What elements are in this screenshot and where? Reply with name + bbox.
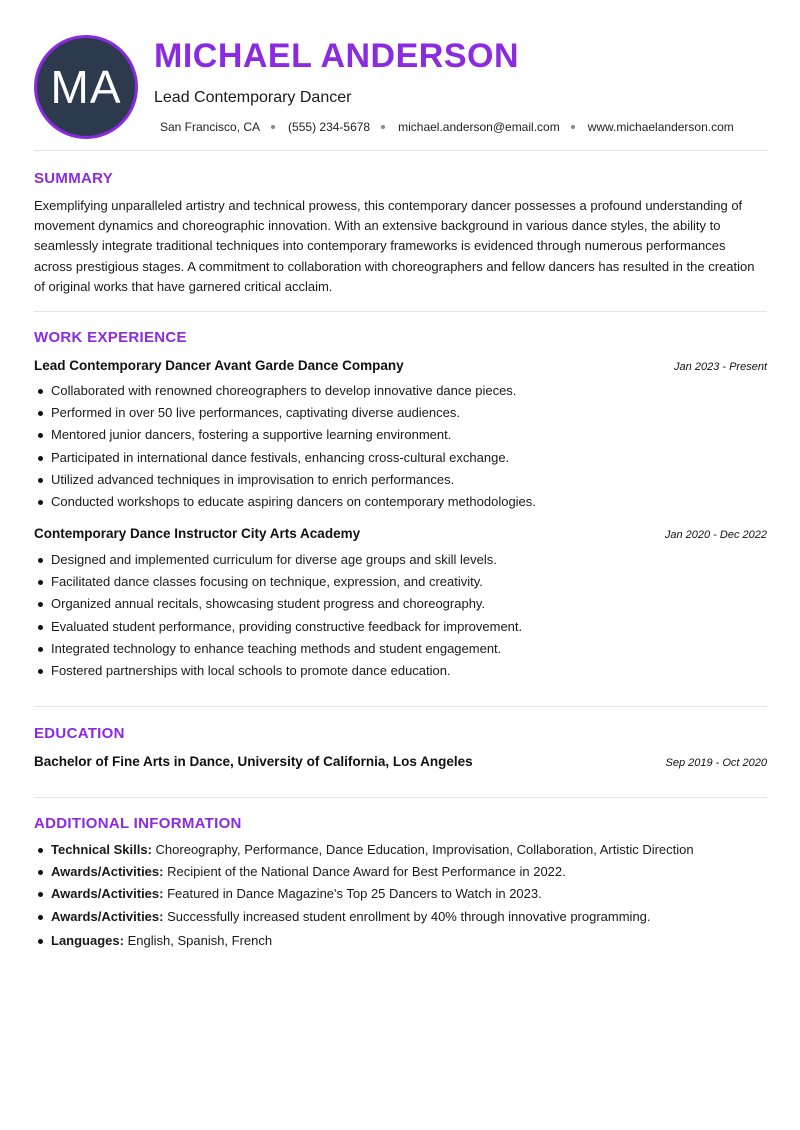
divider <box>34 797 767 798</box>
additional-list <box>34 839 767 952</box>
contact-email[interactable]: michael.anderson@email.com <box>398 120 560 134</box>
separator-dot <box>271 125 275 129</box>
list-item: Evaluated student performance, providing constructive feedback for improvement. <box>51 616 767 638</box>
summary-text: Exemplifying unparalleled artistry and technical prowess, this contemporary dancer possesses a profound understanding of movement dynamics and choreographic innovation. With an extensive background in various dance styles, the ability to seamlessly integrate traditional techniques into contemporary frameworks is evidenced through numerous performances across prestigious stages. A commitment to collaboration with choreographers and fellow dancers has resulted in the creation of original works that have garnered critical acclaim. <box>34 198 755 294</box>
list-item <box>51 861 767 883</box>
item-label: Awards/Activities: <box>51 864 164 880</box>
avatar <box>34 35 138 139</box>
candidate-role: Lead Contemporary Dancer <box>154 89 352 106</box>
education-degree: Bachelor of Fine Arts in Dance, University of California, Los Angeles <box>34 754 473 769</box>
section-title-additional: ADDITIONAL INFORMATION <box>34 815 242 832</box>
item-label: Awards/Activities: <box>51 908 164 924</box>
list-item: Facilitated dance classes focusing on technique, expression, and creativity. <box>51 571 767 593</box>
item-label: Technical Skills: <box>51 842 152 857</box>
contact-location: San Francisco, CA <box>160 120 261 134</box>
section-title-summary: SUMMARY <box>34 170 114 187</box>
education-entry <box>34 754 767 769</box>
item-text: Recipient of the National Dance Award for Best Performance in 2022. <box>167 864 566 880</box>
divider <box>34 706 767 707</box>
list-item: Designed and implemented curriculum for diverse age groups and skill levels. <box>51 549 767 571</box>
item-text: Choreography, Performance, Dance Education, Improvisation, Collaboration, Artistic Direction <box>155 842 694 857</box>
list-item: Utilized advanced techniques in improvisation to enrich performances. <box>51 469 767 491</box>
section-title-education: EDUCATION <box>34 725 125 742</box>
item-text: English, Spanish, French <box>127 932 273 948</box>
education-date: Sep 2019 - Oct 2020 <box>665 757 767 769</box>
item-text: Successfully increased student enrollment by 40% through innovative programming. <box>167 908 651 924</box>
contact-bar <box>160 120 734 134</box>
divider <box>34 150 767 151</box>
contact-phone: (555) 234-5678 <box>288 120 371 134</box>
separator-dot <box>571 125 575 129</box>
item-label: Languages: <box>51 932 124 948</box>
job-title: Lead Contemporary Dancer Avant Garde Dance Company <box>34 358 404 373</box>
job-date: Jan 2023 - Present <box>674 361 767 373</box>
list-item: Organized annual recitals, showcasing student progress and choreography. <box>51 593 767 615</box>
job-date: Jan 2020 - Dec 2022 <box>664 529 767 541</box>
contact-website[interactable]: www.michaelanderson.com <box>587 120 734 134</box>
list-item <box>51 930 767 952</box>
list-item <box>51 839 767 861</box>
list-item: Collaborated with renowned choreographers to develop innovative dance pieces. <box>51 380 767 402</box>
list-item: Conducted workshops to educate aspiring dancers on contemporary methodologies. <box>51 491 767 513</box>
section-title-experience: WORK EXPERIENCE <box>34 329 187 346</box>
list-item <box>51 906 767 928</box>
separator-dot <box>381 125 385 129</box>
list-item: Participated in international dance festivals, enhancing cross-cultural exchange. <box>51 447 767 469</box>
job-bullets <box>34 380 767 513</box>
job-bullets <box>34 549 767 682</box>
item-label: Awards/Activities: <box>51 886 164 902</box>
list-item: Mentored junior dancers, fostering a supportive learning environment. <box>51 424 767 446</box>
list-item: Integrated technology to enhance teaching methods and student engagement. <box>51 638 767 660</box>
job-header <box>34 526 767 541</box>
item-text: Featured in Dance Magazine's Top 25 Dancers to Watch in 2023. <box>167 886 542 902</box>
job-title: Contemporary Dance Instructor City Arts Academy <box>34 526 361 541</box>
avatar-initials: MA <box>50 61 122 113</box>
list-item: Performed in over 50 live performances, captivating diverse audiences. <box>51 402 767 424</box>
candidate-name: MICHAEL ANDERSON <box>154 37 520 75</box>
job-header <box>34 358 767 373</box>
divider <box>34 311 767 312</box>
list-item <box>51 883 767 905</box>
list-item: Fostered partnerships with local schools to promote dance education. <box>51 660 767 682</box>
